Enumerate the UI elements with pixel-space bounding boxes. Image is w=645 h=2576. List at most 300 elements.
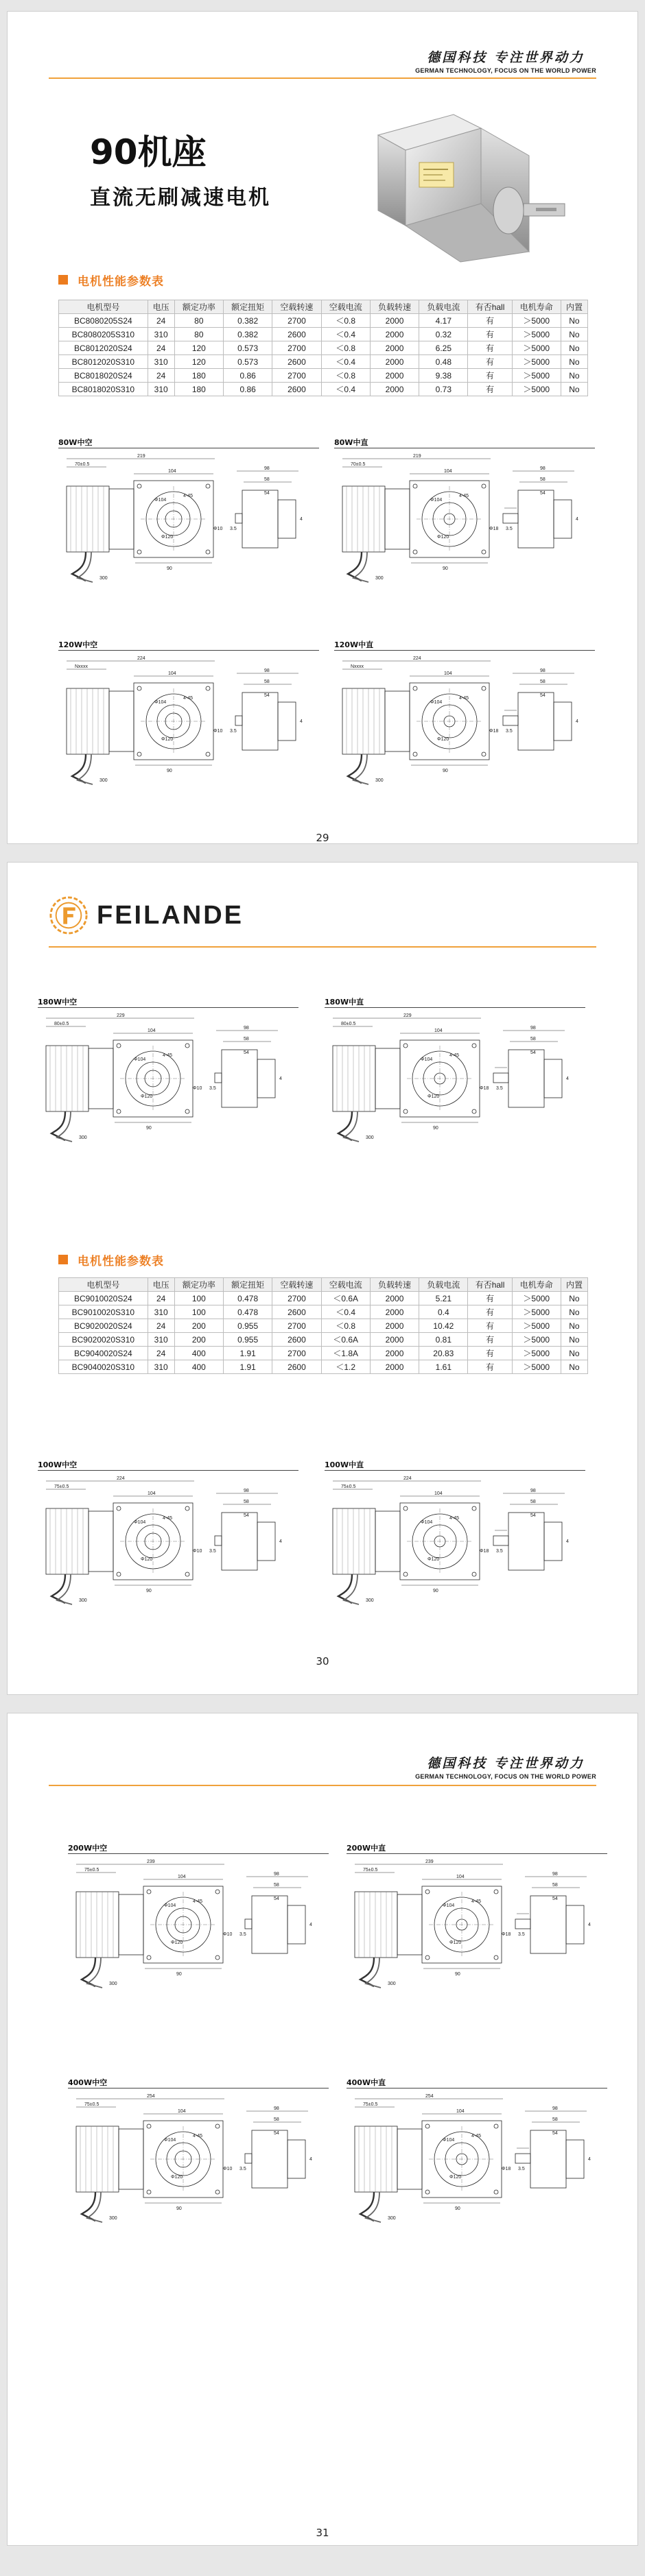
dimension-diameter: Φ120 xyxy=(449,2175,462,2180)
table-cell: No xyxy=(561,341,587,355)
section-title: 电机性能参数表 xyxy=(78,274,164,289)
table-cell: No xyxy=(561,328,587,341)
table-cell: 2000 xyxy=(370,314,419,328)
dimension-width: 58 xyxy=(540,477,546,482)
table-cell: ＜0.8 xyxy=(321,1319,370,1333)
table-cell: 2000 xyxy=(370,1305,419,1319)
motor-flange xyxy=(119,2129,143,2189)
dimension-width: 98 xyxy=(530,1489,536,1493)
table-cell: ＜0.6A xyxy=(321,1292,370,1305)
motor-flange xyxy=(375,1511,400,1572)
column-header: 电压 xyxy=(148,1278,174,1292)
table-cell: 0.573 xyxy=(223,355,272,369)
mounting-hole xyxy=(413,484,417,488)
dimension-diameter: Φ104 xyxy=(443,1903,455,1908)
table-cell: No xyxy=(561,1305,587,1319)
mounting-hole xyxy=(425,2124,430,2128)
dimension-overall-length: 224 xyxy=(137,656,145,661)
mounting-hole xyxy=(147,2124,151,2128)
table-cell: 24 xyxy=(148,341,174,355)
mounting-hole xyxy=(137,484,141,488)
dimension-gearbox-length: 104 xyxy=(178,2109,186,2114)
dimension-diameter: Φ120 xyxy=(161,737,174,742)
dimension-width: 58 xyxy=(530,1500,536,1504)
section-heading xyxy=(58,272,164,287)
section-marker xyxy=(58,275,68,285)
motor-flange xyxy=(109,489,134,549)
table-cell: 310 xyxy=(148,1305,174,1319)
dimension-width: 58 xyxy=(244,1037,249,1042)
side-view-gear xyxy=(278,702,296,741)
mounting-hole xyxy=(494,2124,498,2128)
dimension-width: 98 xyxy=(244,1489,249,1493)
table-cell: No xyxy=(561,1319,587,1333)
table-row xyxy=(59,1292,588,1305)
table-cell: 2700 xyxy=(272,341,321,355)
side-view-gear xyxy=(544,1522,562,1561)
table-cell: 2700 xyxy=(272,314,321,328)
mounting-hole xyxy=(403,1572,408,1576)
dimension-cable-length: 300 xyxy=(99,778,108,783)
dimension-width: 54 xyxy=(264,693,270,698)
table-cell: No xyxy=(561,1333,587,1347)
slogan-english: GERMAN TECHNOLOGY, FOCUS ON THE WORLD POWER xyxy=(415,67,596,74)
table-cell: 2000 xyxy=(370,328,419,341)
mounting-hole xyxy=(215,1890,220,1894)
table-cell: 2000 xyxy=(370,1333,419,1347)
table-cell: BC8012020S310 xyxy=(59,355,148,369)
dimension-width: 90 xyxy=(443,566,448,571)
dimension-mounting-holes: 4-45 xyxy=(163,1516,173,1521)
dimension-keyway: 3.5 xyxy=(518,1932,525,1937)
technical-drawing xyxy=(38,1476,298,1609)
table-cell: 0.955 xyxy=(223,1333,272,1347)
drawing-label: 100W中直 xyxy=(325,1460,364,1469)
table-cell: 80 xyxy=(174,328,223,341)
motor-body xyxy=(67,688,109,754)
dimension-width: 90 xyxy=(146,1126,152,1131)
dimension-width: 90 xyxy=(443,769,448,773)
table-cell: 120 xyxy=(174,341,223,355)
dimension-shaft-diameter: Φ18 xyxy=(489,527,499,531)
table-row xyxy=(59,1319,588,1333)
dimension-diameter: Φ104 xyxy=(154,498,167,503)
drawing-underline xyxy=(347,2088,607,2089)
drawing-80w-solid xyxy=(334,437,595,588)
dimension-diameter: Φ120 xyxy=(141,1094,153,1099)
slogan-chinese: 德国科技 专注世界动力 xyxy=(427,50,585,65)
dimension-width: 54 xyxy=(552,1897,558,1901)
column-header: 电压 xyxy=(148,300,174,314)
column-header: 负载电流 xyxy=(419,300,468,314)
table-cell: ＞5000 xyxy=(512,1319,561,1333)
dimension-mounting-holes: 4-45 xyxy=(449,1516,460,1521)
dimension-shaft-diameter: Φ10 xyxy=(193,1549,202,1554)
dimension-diameter: Φ104 xyxy=(164,1903,176,1908)
mounting-hole xyxy=(215,2190,220,2194)
dimension-gearbox-length: 104 xyxy=(456,1875,465,1879)
dimension-depth: 4 xyxy=(576,719,578,724)
table-cell: ＜0.8 xyxy=(321,341,370,355)
dimension-width: 58 xyxy=(530,1037,536,1042)
motor-flange xyxy=(397,2129,422,2189)
column-header: 电机型号 xyxy=(59,300,148,314)
side-view-gear xyxy=(288,2140,305,2178)
dimension-keyway: 3.5 xyxy=(518,2167,525,2171)
table-cell: ＜0.4 xyxy=(321,328,370,341)
dimension-diameter: Φ104 xyxy=(164,2138,176,2143)
table-cell: 有 xyxy=(468,328,512,341)
dimension-cable-length: 300 xyxy=(375,576,384,581)
side-view-body xyxy=(530,1896,566,1953)
mounting-hole xyxy=(117,1044,121,1048)
table-cell: 有 xyxy=(468,383,512,396)
dimension-gearbox-length: 104 xyxy=(168,469,176,474)
dimension-motor-length: 75±0.5 xyxy=(54,1484,69,1489)
table-cell: 2600 xyxy=(272,355,321,369)
table-cell: 9.38 xyxy=(419,369,468,383)
table-cell: 0.478 xyxy=(223,1305,272,1319)
table-cell: 有 xyxy=(468,355,512,369)
table-cell: ＞5000 xyxy=(512,1292,561,1305)
mounting-hole xyxy=(403,1109,408,1114)
table-cell: 24 xyxy=(148,369,174,383)
mounting-hole xyxy=(185,1109,189,1114)
drawing-underline xyxy=(68,1853,329,1854)
mounting-hole xyxy=(147,1890,151,1894)
dimension-width: 58 xyxy=(244,1500,249,1504)
hollow-shaft-collar xyxy=(245,1919,252,1929)
dimension-keyway: 3.5 xyxy=(506,729,513,734)
table-cell: BC9040020S310 xyxy=(59,1360,148,1374)
drawing-underline xyxy=(68,2088,329,2089)
table-cell: ＞5000 xyxy=(512,1360,561,1374)
dimension-mounting-holes: 4-45 xyxy=(193,1899,203,1904)
dimension-motor-length: 75±0.5 xyxy=(363,2102,378,2107)
dimension-cable-length: 300 xyxy=(388,2216,396,2221)
page-subtitle: 直流无刷减速电机 xyxy=(90,186,271,210)
table-cell: 1.91 xyxy=(223,1347,272,1360)
mounting-hole xyxy=(482,686,486,690)
side-view-body xyxy=(242,490,278,548)
dimension-motor-length: Nxxxx xyxy=(75,664,89,669)
mounting-hole xyxy=(185,1506,189,1510)
technical-drawing xyxy=(347,2093,607,2227)
table-cell: No xyxy=(561,314,587,328)
table-header-row xyxy=(59,300,588,314)
table-cell: BC8018020S310 xyxy=(59,383,148,396)
dimension-depth: 4 xyxy=(576,517,578,522)
mounting-hole xyxy=(425,1955,430,1960)
drawing-underline xyxy=(325,1007,585,1008)
technical-drawing xyxy=(68,2093,329,2227)
dimension-depth: 4 xyxy=(566,1539,569,1544)
side-view-body xyxy=(222,1050,257,1107)
drawing-100w-hollow xyxy=(38,1459,298,1610)
side-view-body xyxy=(222,1513,257,1570)
table-cell: 2600 xyxy=(272,1305,321,1319)
mounting-hole xyxy=(482,752,486,756)
dimension-diameter: Φ104 xyxy=(134,1057,146,1062)
output-shaft xyxy=(515,1919,530,1929)
side-view-gear xyxy=(566,2140,584,2178)
side-view-gear xyxy=(257,1059,275,1098)
dimension-depth: 4 xyxy=(300,517,303,522)
table-cell: 0.382 xyxy=(223,314,272,328)
dimension-overall-length: 224 xyxy=(117,1476,125,1481)
column-header: 空载电流 xyxy=(321,300,370,314)
table-cell: 有 xyxy=(468,1360,512,1374)
dimension-width: 90 xyxy=(167,566,172,571)
table-row xyxy=(59,369,588,383)
technical-drawing xyxy=(325,1013,585,1146)
dimension-width: 98 xyxy=(264,669,270,673)
table-cell: 120 xyxy=(174,355,223,369)
dimension-diameter: Φ104 xyxy=(430,498,443,503)
dimension-mounting-holes: 4-45 xyxy=(459,696,469,701)
table-cell: 5.21 xyxy=(419,1292,468,1305)
mounting-hole xyxy=(472,1506,476,1510)
side-view-body xyxy=(508,1513,544,1570)
dimension-width: 90 xyxy=(167,769,172,773)
dimension-mounting-holes: 4-45 xyxy=(193,2134,203,2139)
dimension-shaft-diameter: Φ18 xyxy=(480,1086,489,1091)
dimension-diameter: Φ104 xyxy=(421,1057,433,1062)
dimension-width: 54 xyxy=(244,1050,249,1055)
dimension-keyway: 3.5 xyxy=(239,2167,246,2171)
dimension-keyway: 3.5 xyxy=(230,729,237,734)
table-cell: 2700 xyxy=(272,1319,321,1333)
dimension-width: 54 xyxy=(274,2131,279,2136)
dimension-diameter: Φ104 xyxy=(443,2138,455,2143)
mounting-hole xyxy=(185,1044,189,1048)
dimension-diameter: Φ120 xyxy=(437,737,449,742)
table-cell: 2600 xyxy=(272,1333,321,1347)
dimension-keyway: 3.5 xyxy=(239,1932,246,1937)
dimension-overall-length: 229 xyxy=(117,1013,125,1018)
dimension-shaft-diameter: Φ18 xyxy=(502,2167,511,2171)
table-cell: BC8018020S24 xyxy=(59,369,148,383)
drawing-120w-hollow xyxy=(58,639,319,790)
technical-drawing xyxy=(347,1859,607,1993)
dimension-width: 54 xyxy=(244,1513,249,1518)
dimension-width: 98 xyxy=(540,669,546,673)
drawing-underline xyxy=(334,650,595,651)
table-cell: 4.17 xyxy=(419,314,468,328)
motor-flange xyxy=(375,1048,400,1109)
table-cell: 400 xyxy=(174,1360,223,1374)
motor-flange xyxy=(397,1894,422,1955)
mounting-hole xyxy=(425,2190,430,2194)
mounting-hole xyxy=(117,1506,121,1510)
table-cell: 0.86 xyxy=(223,383,272,396)
output-shaft xyxy=(503,716,518,725)
dimension-diameter: Φ120 xyxy=(437,535,449,540)
mounting-hole xyxy=(206,752,210,756)
drawing-label: 120W中空 xyxy=(58,640,98,649)
header-rule xyxy=(49,946,596,948)
dimension-overall-length: 239 xyxy=(147,1859,155,1864)
dimension-overall-length: 239 xyxy=(425,1859,434,1864)
column-header: 负载转速 xyxy=(370,1278,419,1292)
dimension-gearbox-length: 104 xyxy=(148,1491,156,1496)
drawing-180w-solid xyxy=(325,996,585,1147)
mounting-hole xyxy=(206,550,210,554)
technical-drawing xyxy=(334,453,595,587)
mounting-hole xyxy=(482,550,486,554)
dimension-shaft-diameter: Φ10 xyxy=(223,1932,233,1937)
dimension-shaft-diameter: Φ10 xyxy=(193,1086,202,1091)
catalog-page-30 xyxy=(7,862,638,1695)
dimension-motor-length: 70±0.5 xyxy=(75,462,90,467)
table-cell: 180 xyxy=(174,369,223,383)
table-row xyxy=(59,1333,588,1347)
table-cell: 有 xyxy=(468,314,512,328)
dimension-width: 54 xyxy=(274,1897,279,1901)
header-rule xyxy=(49,77,596,79)
mounting-hole xyxy=(137,550,141,554)
table-cell: 24 xyxy=(148,1292,174,1305)
dimension-motor-length: 75±0.5 xyxy=(84,2102,99,2107)
table-cell: 20.83 xyxy=(419,1347,468,1360)
table-cell: 0.382 xyxy=(223,328,272,341)
dimension-width: 98 xyxy=(244,1026,249,1031)
mounting-hole xyxy=(206,484,210,488)
column-header: 电机寿命 xyxy=(512,300,561,314)
slogan xyxy=(415,1753,596,1780)
column-header: 额定扭矩 xyxy=(223,300,272,314)
column-header: 电机型号 xyxy=(59,1278,148,1292)
table-cell: No xyxy=(561,355,587,369)
dimension-depth: 4 xyxy=(279,1076,282,1081)
table-cell: 24 xyxy=(148,314,174,328)
dimension-gearbox-length: 104 xyxy=(148,1028,156,1033)
side-view-gear xyxy=(544,1059,562,1098)
section-marker xyxy=(58,1255,68,1264)
drawing-180w-hollow xyxy=(38,996,298,1147)
motor-body xyxy=(342,688,385,754)
table-cell: 0.955 xyxy=(223,1319,272,1333)
motor-flange xyxy=(119,1894,143,1955)
table-cell: 100 xyxy=(174,1292,223,1305)
drawing-underline xyxy=(38,1007,298,1008)
dimension-width: 90 xyxy=(176,1972,182,1977)
dimension-gearbox-length: 104 xyxy=(434,1491,443,1496)
side-view-gear xyxy=(566,1905,584,1944)
dimension-motor-length: 80±0.5 xyxy=(341,1022,356,1026)
table-cell: 有 xyxy=(468,1319,512,1333)
mounting-hole xyxy=(482,484,486,488)
motor-body xyxy=(76,1892,119,1958)
mounting-hole xyxy=(413,550,417,554)
dimension-cable-length: 300 xyxy=(79,1598,87,1603)
table-cell: 80 xyxy=(174,314,223,328)
dimension-cable-length: 300 xyxy=(366,1598,374,1603)
drawing-100w-solid xyxy=(325,1459,585,1610)
table-cell: ＞5000 xyxy=(512,1305,561,1319)
column-header: 负载转速 xyxy=(370,300,419,314)
technical-drawing xyxy=(334,655,595,789)
hollow-shaft-collar xyxy=(215,1536,222,1545)
mounting-hole xyxy=(472,1572,476,1576)
column-header: 内置 xyxy=(561,300,587,314)
column-header: 负载电流 xyxy=(419,1278,468,1292)
motor-body xyxy=(46,1508,89,1574)
dimension-width: 58 xyxy=(274,1883,279,1888)
page-number: 30 xyxy=(316,1655,329,1668)
table-cell: No xyxy=(561,1292,587,1305)
table-cell: 2000 xyxy=(370,383,419,396)
drawing-label: 80W中直 xyxy=(334,438,368,447)
drawing-label: 200W中空 xyxy=(68,1844,108,1853)
motor-flange xyxy=(385,691,410,751)
table-header-row xyxy=(59,1278,588,1292)
dimension-depth: 4 xyxy=(309,2157,312,2162)
table-cell: ＜1.8A xyxy=(321,1347,370,1360)
column-header: 有否hall xyxy=(468,1278,512,1292)
side-view-body xyxy=(252,1896,288,1953)
dimension-mounting-holes: 4-45 xyxy=(459,494,469,498)
drawing-80w-hollow xyxy=(58,437,319,588)
table-cell: ＜0.4 xyxy=(321,1305,370,1319)
dimension-diameter: Φ120 xyxy=(161,535,174,540)
mounting-hole xyxy=(117,1572,121,1576)
column-header: 电机寿命 xyxy=(512,1278,561,1292)
section-heading xyxy=(58,1252,164,1267)
section-title: 电机性能参数表 xyxy=(78,1254,164,1268)
drawing-underline xyxy=(58,650,319,651)
table-cell: No xyxy=(561,383,587,396)
table-cell: 2700 xyxy=(272,369,321,383)
dimension-diameter: Φ120 xyxy=(449,1940,462,1945)
table-cell: 有 xyxy=(468,341,512,355)
drawing-400w-solid xyxy=(347,2077,607,2228)
mounting-hole xyxy=(472,1109,476,1114)
dimension-gearbox-length: 104 xyxy=(456,2109,465,2114)
motor-flange xyxy=(89,1511,113,1572)
dimension-keyway: 3.5 xyxy=(496,1549,503,1554)
drawing-120w-solid xyxy=(334,639,595,790)
dimension-diameter: Φ120 xyxy=(427,1557,440,1562)
hollow-shaft-collar xyxy=(245,2154,252,2163)
dimension-cable-length: 300 xyxy=(109,2216,117,2221)
motor-flange xyxy=(385,489,410,549)
table-cell: ＜1.2 xyxy=(321,1360,370,1374)
table-cell: BC9020020S24 xyxy=(59,1319,148,1333)
dimension-cable-length: 300 xyxy=(99,576,108,581)
table-cell: 0.86 xyxy=(223,369,272,383)
motor-spec-table xyxy=(58,300,588,396)
dimension-motor-length: 70±0.5 xyxy=(351,462,366,467)
mounting-hole xyxy=(137,752,141,756)
side-view-body xyxy=(518,490,554,548)
dimension-overall-length: 224 xyxy=(413,656,421,661)
table-cell: 2600 xyxy=(272,1360,321,1374)
dimension-depth: 4 xyxy=(588,1923,591,1927)
column-header: 空载电流 xyxy=(321,1278,370,1292)
dimension-shaft-diameter: Φ18 xyxy=(480,1549,489,1554)
output-shaft xyxy=(493,1073,508,1083)
mounting-hole xyxy=(215,2124,220,2128)
dimension-diameter: Φ120 xyxy=(171,1940,183,1945)
dimension-depth: 4 xyxy=(309,1923,312,1927)
output-shaft xyxy=(515,2154,530,2163)
dimension-width: 90 xyxy=(176,2206,182,2211)
dimension-width: 90 xyxy=(455,2206,460,2211)
table-cell: BC8080205S310 xyxy=(59,328,148,341)
motor-body xyxy=(333,1046,375,1111)
dimension-mounting-holes: 4-45 xyxy=(163,1053,173,1058)
